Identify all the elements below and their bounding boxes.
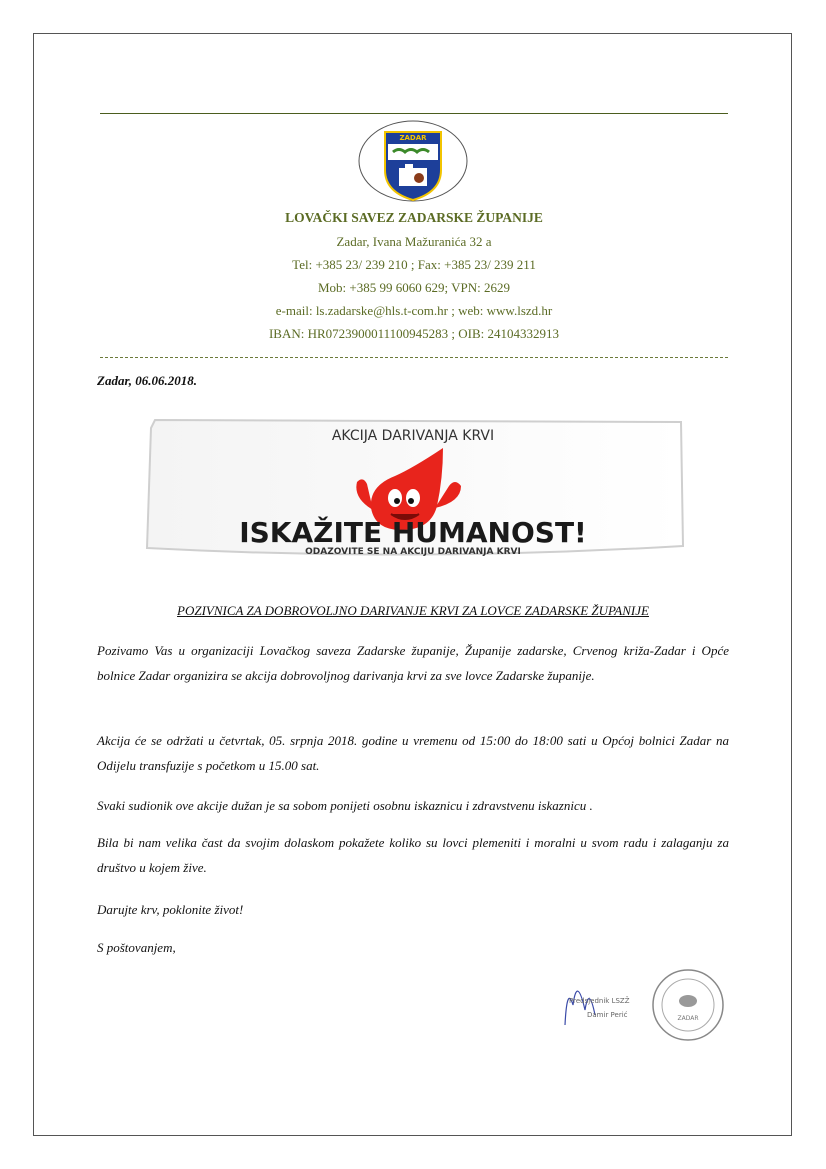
mobile-line: Mob: +385 99 6060 629; VPN: 2629 xyxy=(318,280,510,295)
header-top-rule xyxy=(100,113,728,114)
paragraph-event-details: Akcija će se održati u četvrtak, 05. srpnja 2018. godine u vremenu od 15:00 do 18:00 sati u Općoj bolnici Zadar na Odijelu transfuzije s početkom u 15.00 sat. xyxy=(97,733,729,773)
logo-top-text: ZADAR xyxy=(399,134,427,142)
banner-sub-text: ODAZOVITE SE NA AKCIJU DARIVANJA KRVI xyxy=(305,547,521,557)
bird-icon xyxy=(679,995,697,1007)
hunting-association-logo xyxy=(355,120,471,206)
header-bottom-rule xyxy=(100,357,728,358)
signature-stamp xyxy=(555,965,735,1045)
address-line: Zadar, Ivana Mažuranića 32 a xyxy=(336,234,492,249)
signature-name: Damir Perić xyxy=(587,1011,628,1019)
phone-fax-line: Tel: +385 23/ 239 210 ; Fax: +385 23/ 239 211 xyxy=(292,257,536,272)
banner-main-text: ISKAŽITE HUMANOST! xyxy=(239,516,587,549)
closing-salutation: S poštovanjem, xyxy=(97,940,176,955)
invitation-title: POZIVNICA ZA DOBROVOLJNO DARIVANJE KRVI ZA LOVCE ZADARSKE ŽUPANIJE xyxy=(177,603,649,618)
stamp-center-text: ZADAR xyxy=(677,1015,699,1022)
email-web-line: e-mail: ls.zadarske@hls.t-com.hr ; web: www.lszd.hr xyxy=(275,303,553,318)
document-date: Zadar, 06.06.2018. xyxy=(97,373,198,388)
paragraph-slogan: Darujte krv, poklonite život! xyxy=(97,902,244,917)
paragraph-invitation: Pozivamo Vas u organizaciji Lovačkog saveza Zadarske županije, Županije zadarske, Crvenog križa-Zadar i Opće bolnice Zadar organizira se akcija dobrovoljnog darivanja krvi za sve lovce Zadarske županije. xyxy=(97,643,729,683)
iban-oib-line: IBAN: HR0723900011100945283 ; OIB: 24104332913 xyxy=(268,326,560,341)
signature-role: Predsjednik LSZŽ xyxy=(569,997,630,1005)
paragraph-appeal: Bila bi nam velika čast da svojim dolaskom pokažete koliko su lovci plemeniti i moralni u svom radu i zalaganju za društvo u kojem žive. xyxy=(97,835,729,875)
blood-donation-banner xyxy=(143,418,685,560)
organization-name: LOVAČKI SAVEZ ZADARSKE ŽUPANIJE xyxy=(285,210,543,225)
banner-top-text: AKCIJA DARIVANJA KRVI xyxy=(331,428,495,444)
paragraph-requirements: Svaki sudionik ove akcije dužan je sa sobom ponijeti osobnu iskaznicu i zdravstvenu iskaznicu . xyxy=(97,798,593,813)
